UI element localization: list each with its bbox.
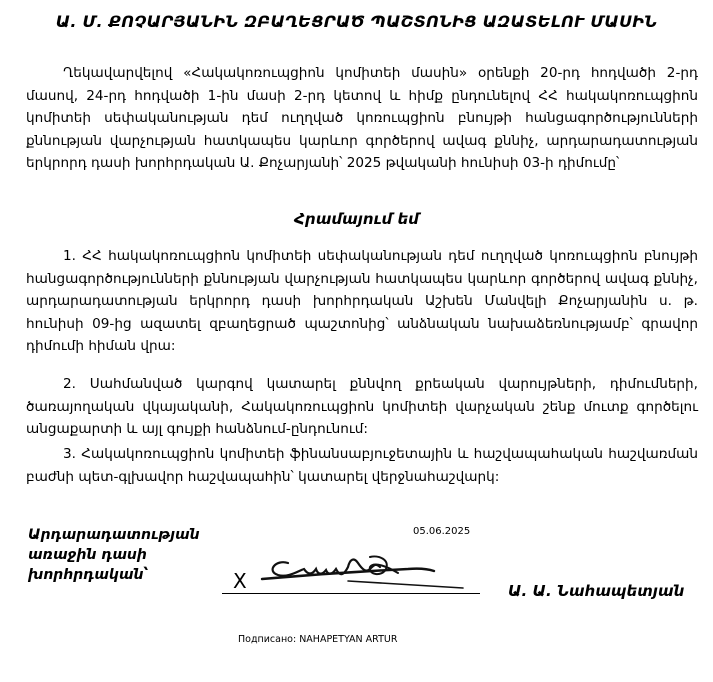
order-heading: Հրամայում եմ <box>294 210 419 228</box>
document-title: Ա. Մ. ՔՈՉԱՐՅԱՆԻՆ ԶԲԱՂԵՑՐԱԾ ՊԱՇՏՈՆԻՑ ԱԶԱՏԵԼՈՒ ՄԱՍԻՆ <box>55 12 658 31</box>
digital-signature-note: Подписано: NAHAPETYAN ARTUR <box>238 634 398 645</box>
signer-position-line: խորհրդական՝ <box>28 567 149 583</box>
signer-position-line: Արդարադատության <box>28 527 200 543</box>
order-item-1: 1. ՀՀ հակակոռուպցիոն կոմիտեի սեփականության դեմ ուղղված կոռուպցիոն բնույթի հանցագործությունների քննության վարչության հատկապես կարևոր գործերով ավագ քննիչ, արդարադատության երկրորդ դասի խորհրդական Աշխեն Մանվելի Քոչարյանին ս. թ. հունիսի 09-ից ազատել զբաղեցրած պաշտոնից՝ անձնական նախաձեռնությամբ՝ գրավոր դիմումի հիման վրա: <box>26 248 698 354</box>
signer-name: Ա. Ա. Նահապետյան <box>508 582 685 600</box>
order-item-3: 3. Հակակոռուպցիոն կոմիտեի ֆինանսաբյուջետային և հաշվապահական հաշվառման բաժնի պետ-գլխավոր հաշվապահին՝ կատարել վերջնահաշվարկ: <box>26 446 698 485</box>
handwritten-signature <box>258 545 478 605</box>
preamble-paragraph: Ղեկավարվելով «Հակակոռուպցիոն կոմիտեի մասին» օրենքի 20-րդ հոդվածի 2-րդ մասով, 24-րդ հոդվածի 1-ին մասի 2-րդ կետով և հիմք ընդունելով ՀՀ հակակոռուպցիոն կոմիտեի սեփականության դեմ ուղղված կոռուպցիոն բնույթի հանցագործությունների քննության վարչության հատկապես կարևոր գործերով ավագ քննիչ, արդարադատության երկրորդ դասի խորհրդական Ա. Քոչարյանի՝ 2025 թվականի հունիսի 03-ի դիմումը՝ <box>26 65 698 171</box>
signature-date: 05.06.2025 <box>413 526 471 537</box>
signature-x-mark: X <box>233 569 247 593</box>
signer-position <box>28 525 200 585</box>
order-item-2: 2. Սահմանված կարգով կատարել քննվող քրեական վարույթների, դիմումների, ծառայողական վկայականի, Հակակոռուպցիոն կոմիտեի վարչական շենք մուտք գործելու անցաքարտի և այլ գույքի հանձնում-ընդունում: <box>26 376 698 437</box>
signer-position-line: առաջին դասի <box>28 547 147 563</box>
signature-line <box>222 593 480 594</box>
